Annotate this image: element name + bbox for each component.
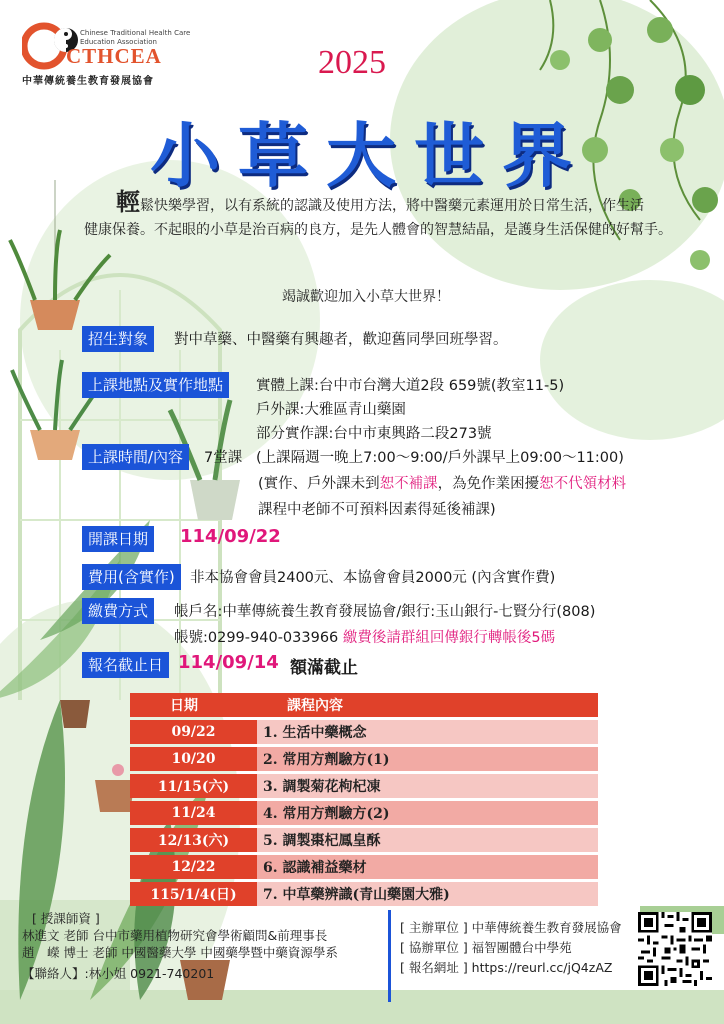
co-organizer: [ 協辦單位 ] 福智團體台中學苑 [400, 940, 572, 955]
schedule-table [130, 690, 598, 909]
teacher-2: 趙 嶸 博士 老師 中國醫藥大學 中國藥學暨中藥資源學系 [22, 945, 338, 960]
row-date: 115/1/4(日) [130, 882, 257, 906]
start-date-label: 開課日期 [82, 526, 154, 552]
registration-url[interactable]: [ 報名網址 ] https://reurl.cc/jQ4zAZ [400, 960, 613, 975]
target-label: 招生對象 [82, 326, 154, 352]
schedule-row [130, 855, 598, 879]
logo-abbreviation: CTHCEA [66, 44, 162, 68]
teacher-section [22, 910, 338, 982]
intro-line-1: 鬆快樂學習，以有系統的認識及使用方法，將中醫藥元素運用於日常生活，作生活 [140, 198, 644, 214]
time-label: 上課時間/內容 [82, 444, 189, 470]
contact-person: 【聯絡人】:林小姐 0921-740201 [22, 966, 215, 981]
payment-label: 繳費方式 [82, 598, 154, 624]
row-date: 10/20 [130, 747, 257, 771]
schedule-row [130, 747, 598, 771]
teacher-1: 林進文 老師 台中市藥用植物研究會學術顧問&前理事長 [22, 928, 328, 943]
teacher-label: [ 授課師資 ] [32, 911, 100, 926]
time-count: 7堂課 [204, 450, 243, 466]
row-content: 7. 中草藥辨識(青山藥園大雅) [257, 882, 598, 906]
host-organizer: [ 主辦單位 ] 中華傳統養生教育發展協會 [400, 920, 622, 935]
row-content: 4. 常用方劑驗方(2) [257, 801, 598, 825]
payment-number-line [174, 626, 555, 647]
deadline-value: 114/09/14 [178, 652, 279, 673]
row-content: 5. 調製棗杞鳳皇酥 [257, 828, 598, 852]
location-label: 上課地點及實作地點 [82, 372, 229, 398]
row-content: 3. 調製菊花枸杞凍 [257, 774, 598, 798]
page-title: 小草大世界 [150, 114, 590, 197]
location-line-3: 部分實作課:台中市東興路二段273號 [256, 426, 492, 442]
row-date: 11/15(六) [130, 774, 257, 798]
deadline-note: 額滿截止 [290, 658, 358, 678]
note-c: ，為免作業困擾 [437, 476, 540, 492]
location-line-1: 實體上課:台中市台灣大道2段 659號(教室11-5) [256, 378, 565, 394]
delay-note: 課程中老師不可預料因素得延後補課) [258, 502, 496, 518]
header-date: 日期 [130, 693, 257, 717]
organizer-section [400, 918, 622, 978]
welcome-text: 竭誠歡迎加入小草大世界！ [282, 289, 450, 305]
row-content: 6. 認識補益藥材 [257, 855, 598, 879]
row-date: 09/22 [130, 720, 257, 744]
row-date: 11/24 [130, 801, 257, 825]
intro-paragraph [84, 190, 704, 242]
intro-first-char: 輕 [116, 188, 140, 216]
logo-chinese-name: 中華傳統養生教育發展協會 [22, 76, 154, 87]
note-no-proxy: 恕不代領材料 [539, 476, 627, 492]
time-text: (上課隔週一晚上7:00～9:00/戶外課早上09:00～11:00) [256, 450, 624, 466]
header-content: 課程內容 [257, 693, 598, 717]
payment-note: 繳費後請群組回傳銀行轉帳後5碼 [342, 630, 556, 646]
logo-english-line-2: Education Association [80, 38, 157, 46]
fee-label: 費用(含實作) [82, 564, 181, 590]
logo-english-line-1: Chinese Traditional Health Care [80, 29, 191, 37]
note-a: (實作、戶外課未到 [258, 476, 380, 492]
schedule-header [130, 693, 598, 717]
account-number: 帳號:0299-940-033966 [174, 630, 339, 646]
deadline-label: 報名截止日 [82, 652, 169, 678]
row-content: 2. 常用方劑驗方(1) [257, 747, 598, 771]
fee-text: 非本協會會員2400元、本協會會員2000元 (內含實作費) [190, 570, 556, 586]
schedule-row [130, 774, 598, 798]
start-date-value: 114/09/22 [180, 526, 281, 547]
location-line-2: 戶外課:大雅區青山藥園 [256, 402, 406, 418]
row-date: 12/13(六) [130, 828, 257, 852]
registration-qr-code[interactable] [638, 912, 712, 986]
schedule-row [130, 801, 598, 825]
row-content: 1. 生活中藥概念 [257, 720, 598, 744]
schedule-row [130, 828, 598, 852]
payment-account: 帳戶名:中華傳統養生教育發展協會/銀行:玉山銀行-七賢分行(808) [174, 604, 596, 620]
note-no-makeup: 恕不補課 [379, 476, 438, 492]
intro-line-2: 健康保養。不起眼的小草是治百病的良方，是先人體會的智慧結晶，是護身生活保健的好幫手。 [84, 222, 672, 238]
row-date: 12/22 [130, 855, 257, 879]
target-text: 對中草藥、中醫藥有興趣者，歡迎舊同學回班學習。 [174, 332, 508, 348]
attendance-note [258, 472, 626, 493]
organizer-divider [388, 910, 391, 1002]
year: 2025 [318, 44, 386, 81]
schedule-row [130, 882, 598, 906]
schedule-row [130, 720, 598, 744]
